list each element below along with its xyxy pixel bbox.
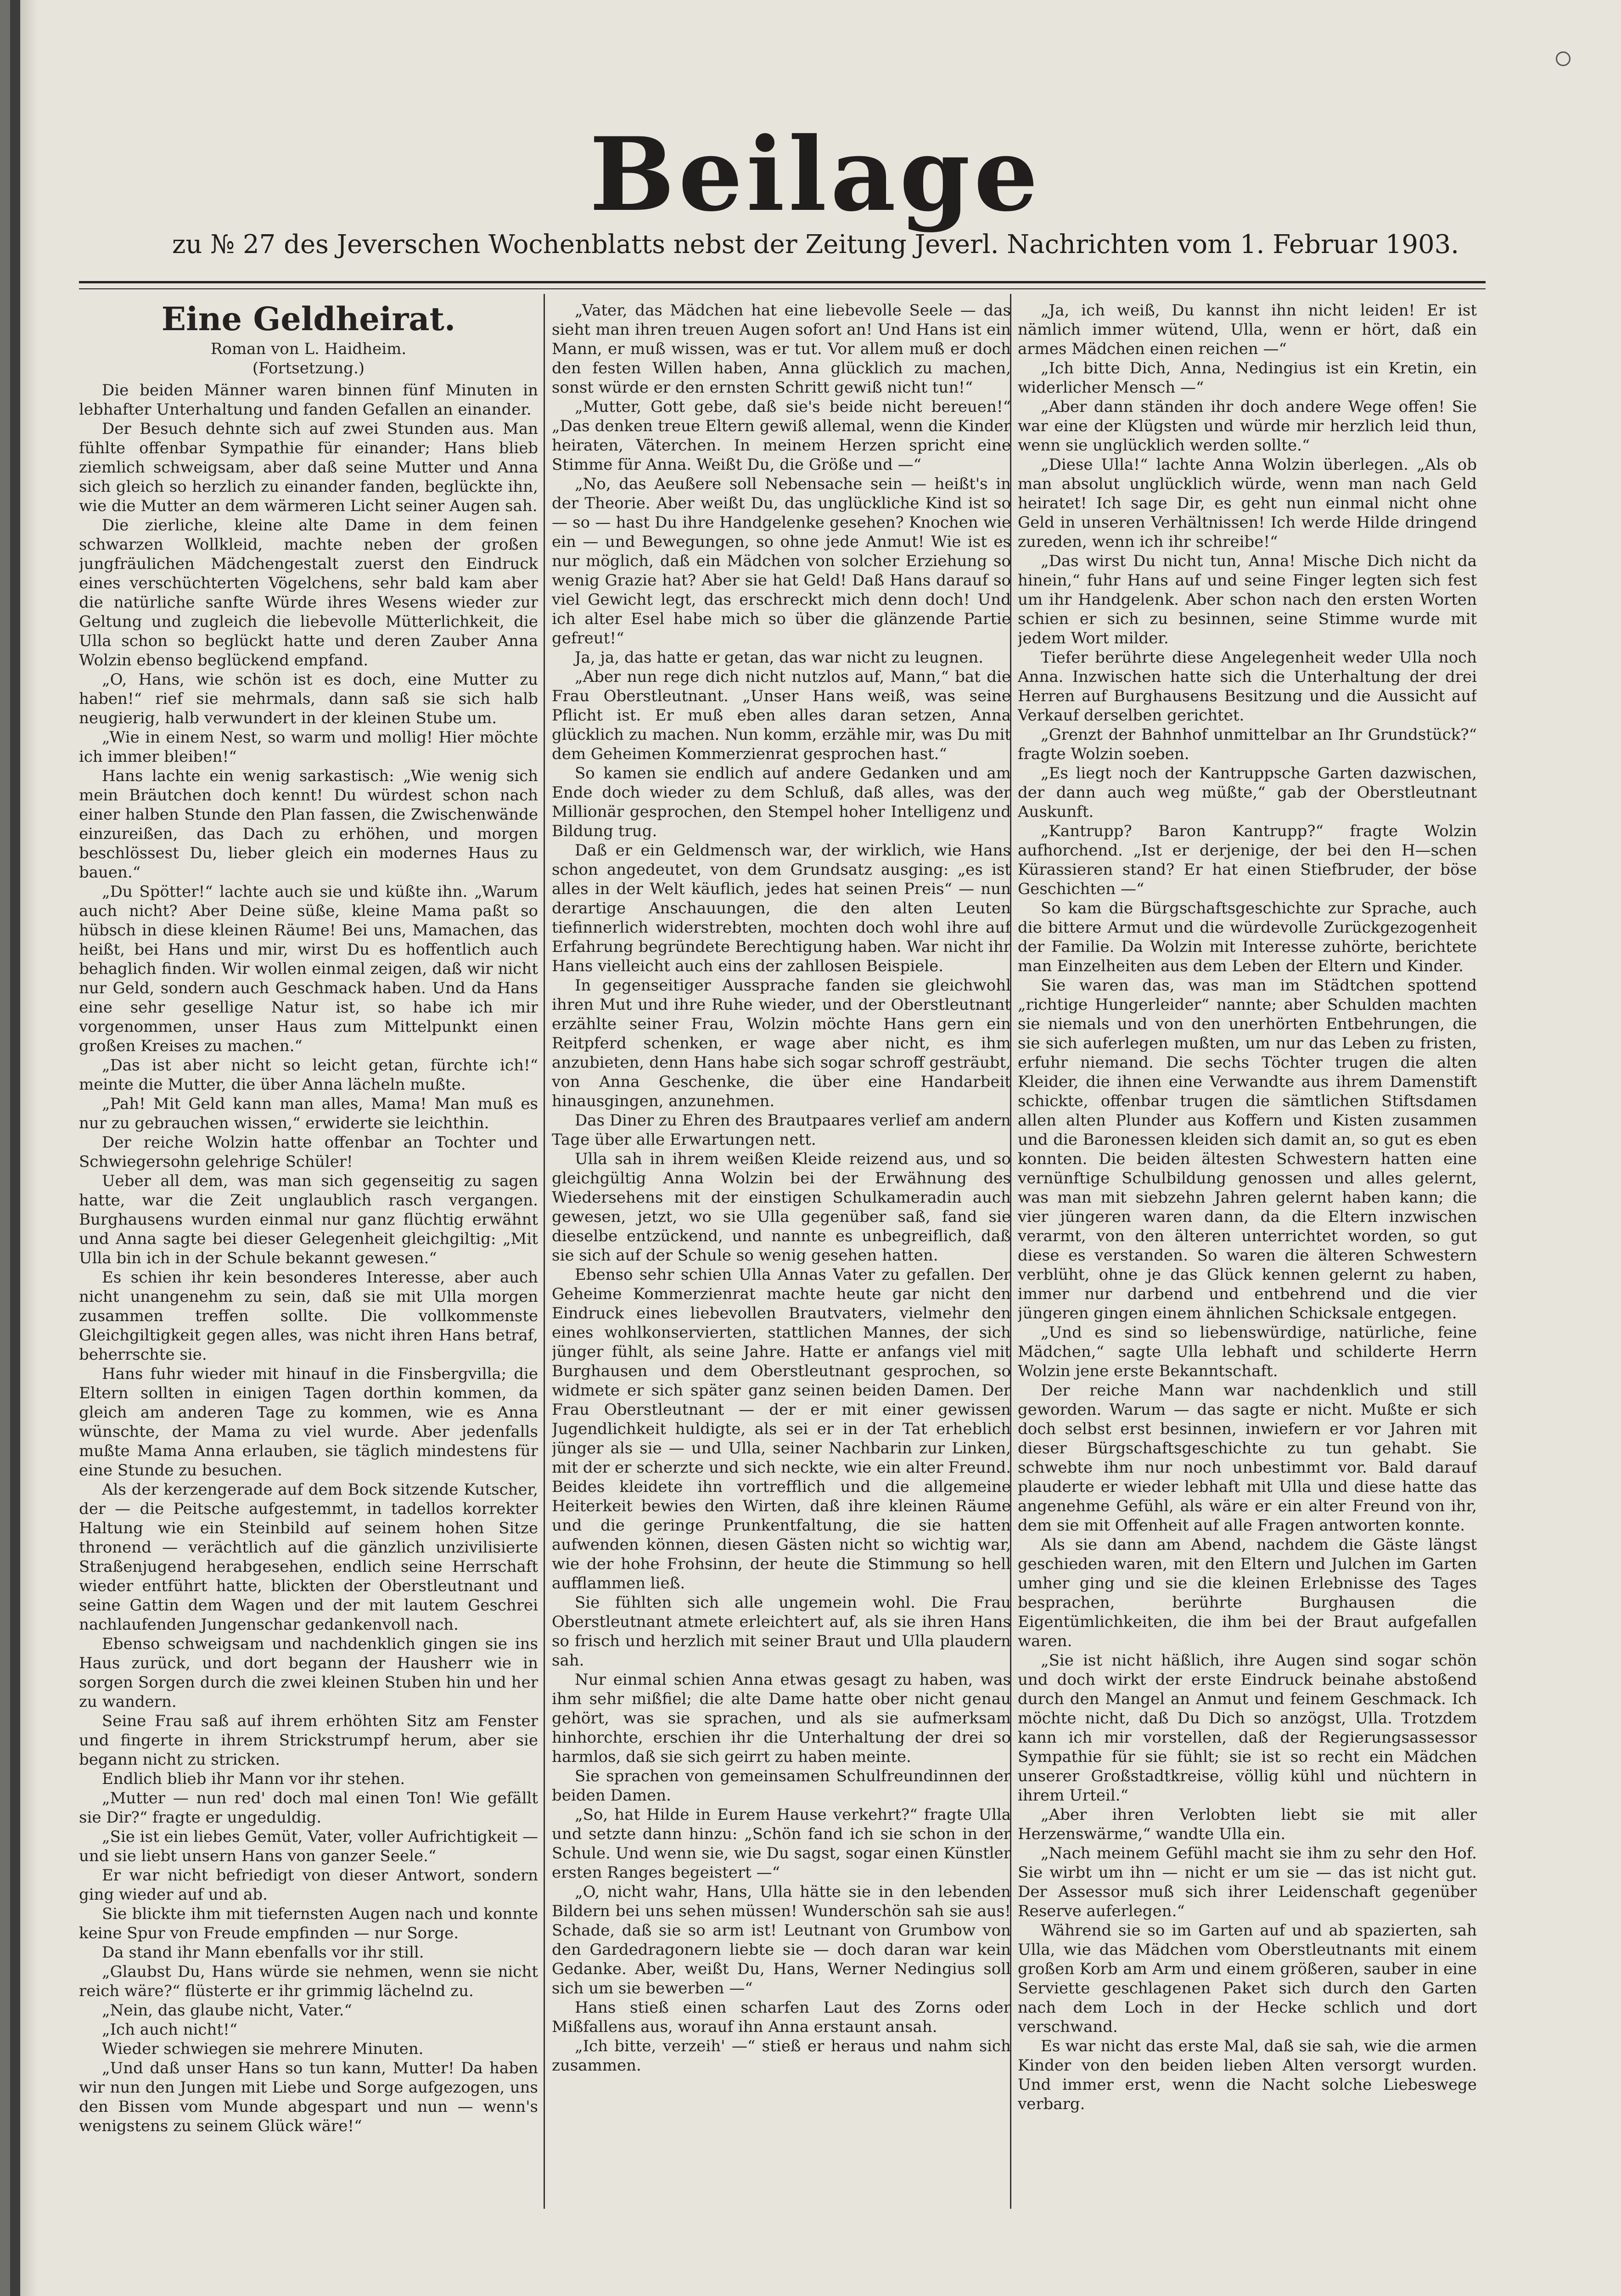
article-paragraph: Hans stieß einen scharfen Laut des Zorns oder Mißfallens aus, worauf ihn Anna erstaunt ansah.	[552, 1998, 1011, 2036]
article-paragraph: „Mutter — nun red' doch mal einen Ton! Wie gefällt sie Dir?“ fragte er ungeduldig.	[79, 1789, 538, 1827]
article-paragraph: Sie fühlten sich alle ungemein wohl. Die Frau Oberstleutnant atmete erleichtert auf, als sie ihren Hans so frisch und herzlich mit seiner Braut und Ulla plaudern sah.	[552, 1593, 1011, 1670]
article-paragraph: „Wie in einem Nest, so warm und mollig! Hier möchte ich immer bleiben!“	[79, 728, 538, 766]
header-rule-thick	[79, 281, 1486, 283]
issue-subtitle: zu № 27 des Jeverschen Wochenblatts nebst der Zeitung Jeverl. Nachrichten vom 1. Februar 1903.	[172, 230, 1459, 259]
article-paragraph: Es schien ihr kein besonderes Interesse, aber auch nicht unangenehm zu sein, daß sie mit Ulla morgen zusammen treffen sollte. Die vollkommenste Gleichgiltigkeit gegen alles, was nicht ihren Hans betraf, beherrschte sie.	[79, 1268, 538, 1364]
header-rule-thin	[79, 288, 1486, 289]
article-paragraph: Daß er ein Geldmensch war, der wirklich, wie Hans schon angedeutet, von dem Grundsatz ausging: „es ist alles in der Welt käuflich, jedes hat seinen Preis“ — nun derartige Anschauungen, die den alten Leuten tiefinnerlich widerstrebten, mochten doch wohl ihre auf Erfahrung begründete Berechtigung haben. War nicht ihr Hans vielleicht auch eins der zahllosen Beispiele.	[552, 841, 1011, 975]
article-paragraph: „No, das Aeußere soll Nebensache sein — heißt's in der Theorie. Aber weißt Du, das unglückliche Kind ist so — so — hast Du ihre Handgelenke gesehen? Knochen wie ein — und Bewegungen, so ohne jede Anmut! Wie ist es nur möglich, daß ein Mädchen von solcher Erziehung so wenig Grazie hat? Aber sie hat Geld! Daß Hans darauf so viel Gewicht legt, das erschreckt mich denn doch! Und ich alter Esel habe mich so über die glänzende Partie gefreut!“	[552, 475, 1011, 647]
newspaper-page	[10, 0, 1621, 2296]
article-paragraph: Der Besuch dehnte sich auf zwei Stunden aus. Man fühlte offenbar Sympathie für einander; Hans blieb ziemlich schweigsam, aber daß seine Mutter und Anna sich gleich so herzlich zu einander fanden, beglückte ihn, wie die Mutter an dem wärmeren Licht seiner Augen sah.	[79, 420, 538, 515]
article-paragraph: Tiefer berührte diese Angelegenheit weder Ulla noch Anna. Inzwischen hatte sich die Unterhaltung der drei Herren auf Burghausens Besitzung und die Aussicht auf Verkauf derselben gerichtet.	[1018, 648, 1477, 725]
article-paragraph: Sie sprachen von gemeinsamen Schulfreundinnen der beiden Damen.	[552, 1767, 1011, 1805]
article-paragraph: Das Diner zu Ehren des Brautpaares verlief am andern Tage über alle Erwartungen nett.	[552, 1111, 1011, 1149]
article-paragraph: Der reiche Mann war nachdenklich und still geworden. Warum — das sagte er nicht. Mußte er sich doch selbst erst besinnen, inwiefern er vor Jahren mit dieser Bürgschaftsgeschichte zu tun gehabt. Sie schwebte ihm nur noch unbestimmt vor. Bald darauf plauderte er wieder lebhaft mit Ulla und diese hatte das angenehme Gefühl, als wäre er ein alter Freund von ihr, dem sie mit Offenheit auf alle Fragen antworten konnte.	[1018, 1381, 1477, 1535]
article-paragraph: „Aber nun rege dich nicht nutzlos auf, Mann,“ bat die Frau Oberstleutnant. „Unser Hans weiß, was seine Pflicht ist. Er muß eben alles daran setzen, Anna glücklich zu machen. Nun komm, erzähle mir, was Du mit dem Geheimen Kommerzienrat gesprochen hast.“	[552, 668, 1011, 763]
masthead: Beilage	[589, 115, 1042, 234]
article-paragraph: „Ich bitte Dich, Anna, Nedingius ist ein Kretin, ein widerlicher Mensch —“	[1018, 359, 1477, 397]
article-paragraph: Da stand ihr Mann ebenfalls vor ihr still.	[102, 1943, 424, 1962]
article-paragraph: Die zierliche, kleine alte Dame in dem feinen schwarzen Wollkleid, machte neben der großen jungfräulichen Mädchengestalt zuerst den Eindruck eines verschüchterten Vögelchens, sehr bald kam aber die natürliche sanfte Würde ihres Wesens wieder zur Geltung und zugleich die liebevolle Mütterlichkeit, die Ulla schon so beglückt hatte und deren Zauber Anna Wolzin ebenso beglückend empfand.	[79, 516, 538, 670]
article-paragraph: Ja, ja, das hatte er getan, das war nicht zu leugnen.	[575, 648, 984, 667]
article-paragraph: Nur einmal schien Anna etwas gesagt zu haben, was ihm sehr mißfiel; die alte Dame hatte ober nicht genau gehört, was sie sprachen, und als sie aufmerksam hinhorchte, erschien ihr die Unterhaltung der drei so harmlos, daß sie sich geirrt zu haben meinte.	[552, 1671, 1011, 1766]
article-paragraph: „Es liegt noch der Kantruppsche Garten dazwischen, der dann auch weg müßte,“ gab der Oberstleutnant Auskunft.	[1018, 764, 1477, 821]
article-paragraph: Der reiche Wolzin hatte offenbar an Tochter und Schwiegersohn gelehrige Schüler!	[79, 1133, 538, 1171]
article-paragraph: Seine Frau saß auf ihrem erhöhten Sitz am Fenster und fingerte in ihrem Strickstrumpf herum, aber sie begann nicht zu stricken.	[79, 1712, 538, 1769]
article-paragraph: „O, Hans, wie schön ist es doch, eine Mutter zu haben!“ rief sie mehrmals, dann saß sie sich halb neugierig, halb verwundert in der kleinen Stube um.	[79, 670, 538, 727]
article-paragraph: So kamen sie endlich auf andere Gedanken und am Ende doch wieder zu dem Schluß, daß alles, was der Millionär gesprochen, den Stempel hoher Intelligenz und Bildung trug.	[552, 764, 1011, 840]
article-paragraph: Es war nicht das erste Mal, daß sie sah, wie die armen Kinder von den beiden lieben Alten versorgt wurden. Und immer erst, wenn die Nacht solche Liebeswege verbarg.	[1018, 2037, 1477, 2113]
column-3	[1018, 301, 1477, 2188]
article-paragraph: „Grenzt der Bahnhof unmittelbar an Ihr Grundstück?“ fragte Wolzin soeben.	[1018, 726, 1477, 763]
article-paragraph: Ulla sah in ihrem weißen Kleide reizend aus, und so gleichgültig Anna Wolzin bei der Erwähnung des Wiedersehens mit der einstigen Schulkameradin auch gewesen, jetzt, wo sie Ulla gegenüber saß, fand sie dieselbe entzückend, und nannte es unbegreiflich, daß sie sich auf der Schule so wenig gesehen hatten.	[552, 1150, 1011, 1265]
article-paragraph: „Aber dann ständen ihr doch andere Wege offen! Sie war eine der Klügsten und würde mir herzlich leid thun, wenn sie unglücklich werden sollte.“	[1018, 398, 1477, 455]
article-paragraph: Als der kerzengerade auf dem Bock sitzende Kutscher, der — die Peitsche aufgestemmt, in tadellos korrekter Haltung wie ein Steinbild auf seinem hohen Sitze thronend — verächtlich auf die gänzlich unzivilisierte Straßenjugend herabgesehen, endlich seine Herrschaft wieder entführt hatte, blickten der Oberstleutnant und seine Gattin dem Wagen und der mit lautem Geschrei nachlaufenden Jungenschar gedankenvoll nach.	[79, 1480, 538, 1634]
article-paragraph: „Und daß unser Hans so tun kann, Mutter! Da haben wir nun den Jungen mit Liebe und Sorge aufgezogen, uns den Bissen vom Munde abgespart und nun — wenn's wenigstens zu seinem Glück wäre!“	[79, 2059, 538, 2135]
article-paragraph: „Mutter, Gott gebe, daß sie's beide nicht bereuen!“ „Das denken treue Eltern gewiß allemal, wenn die Kinder heiraten, Väterchen. In meinem Herzen spricht eine Stimme für Anna. Weißt Du, die Größe und —“	[552, 398, 1011, 474]
article-paragraph: Ebenso sehr schien Ulla Annas Vater zu gefallen. Der Geheime Kommerzienrat machte heute gar nicht den Eindruck eines liebevollen Brautvaters, vielmehr den eines wohlkonservierten, stattlichen Mannes, der sich jünger fühlt, als seine Jahre. Hatte er anfangs viel mit Burghausen und dem Oberstleutnant gesprochen, so widmete er sich später ganz seinen beiden Damen. Der Frau Oberstleutnant — der er mit einer gewissen Jugendlichkeit huldigte, als sei er in der Tat erheblich jünger als sie — und Ulla, seiner Nachbarin zur Linken, mit der er scherzte und sich neckte, wie ein alter Freund. Beides kleidete ihn vortrefflich und die allgemeine Heiterkeit bewies den Wirten, daß ihre kleinen Räume und die geringe Prunkentfaltung, die sie hatten aufwenden können, diesen Gästen nicht so wichtig war, wie der hohe Frohsinn, der heute die Stimmung so hell aufflammen ließ.	[552, 1266, 1011, 1593]
story-continued-note: (Fortsetzung.)	[252, 359, 365, 377]
article-paragraph: Ueber all dem, was man sich gegenseitig zu sagen hatte, war die Zeit unglaublich rasch vergangen. Burghausens wurden einmal nur ganz flüchtig erwähnt und Anna sagte bei dieser Gelegenheit gleichgiltig: „Mit Ulla bin ich in der Schule bekannt gewesen.“	[79, 1172, 538, 1267]
article-paragraph: Ebenso schweigsam und nachdenklich gingen sie ins Haus zurück, und dort begann der Hausherr wie in sorgen Sorgen durch die zwei kleinen Stuben hin und her zu wandern.	[79, 1635, 538, 1711]
story-byline: Roman von L. Haidheim.	[210, 340, 407, 358]
article-paragraph: „Und es sind so liebenswürdige, natürliche, feine Mädchen,“ sagte Ulla lebhaft und schilderte Herrn Wolzin jene erste Bekanntschaft.	[1018, 1323, 1477, 1380]
article-paragraph: „Aber ihren Verlobten liebt sie mit aller Herzenswärme,“ wandte Ulla ein.	[1018, 1806, 1477, 1843]
article-paragraph: „Ich auch nicht!“	[102, 2020, 238, 2039]
article-paragraph: So kam die Bürgschaftsgeschichte zur Sprache, auch die bittere Armut und die würdevolle Zurückgezogenheit der Familie. Da Wolzin mit Interesse zuhörte, berichtete man Einzelheiten aus dem Leben der Eltern und Kinder.	[1018, 899, 1477, 975]
article-paragraph: „Sie ist nicht häßlich, ihre Augen sind sogar schön und doch wirkt der erste Eindruck beinahe abstoßend durch den Mangel an Anmut und feinem Geschmack. Ich möchte nicht, daß Du Dich so anzögst, Ulla. Trotzdem kann ich mir vorstellen, daß der Regierungsassessor Sympathie für sie fühlt; sie ist so recht ein Mädchen unserer Großstadtkreise, völlig kühl und nüchtern in ihrem Urteil.“	[1018, 1651, 1477, 1805]
article-paragraph: „Pah! Mit Geld kann man alles, Mama! Man muß es nur zu gebrauchen wissen,“ erwiderte sie leichthin.	[79, 1095, 538, 1132]
article-paragraph: Als sie dann am Abend, nachdem die Gäste längst geschieden waren, mit den Eltern und Julchen im Garten umher ging und sie die kleinen Erlebnisse des Tages besprachen, berührte Burghausen die Eigentümlichkeiten, die ihm bei der Braut aufgefallen waren.	[1018, 1536, 1477, 1650]
article-paragraph: „Ja, ich weiß, Du kannst ihn nicht leiden! Er ist nämlich immer wütend, Ulla, wenn er hört, daß ein armes Mädchen einen reichen —“	[1018, 301, 1477, 358]
article-paragraph: „Das wirst Du nicht tun, Anna! Mische Dich nicht da hinein,“ fuhr Hans auf und seine Finger legten sich fest um ihr Handgelenk. Aber schon nach den ersten Worten schien er sich zu besinnen, seine Stimme wurde mit jedem Wort milder.	[1018, 552, 1477, 647]
article-paragraph: Hans lachte ein wenig sarkastisch: „Wie wenig sich mein Bräutchen doch kennt! Du würdest schon nach einer halben Stunde den Plan fassen, die Zwischenwände einzureißen, das Dach zu erhöhen, und morgen beschlössest Du, lieber gleich ein modernes Haus zu bauen.“	[79, 767, 538, 882]
article-paragraph: Er war nicht befriedigt von dieser Antwort, sondern ging wieder auf und ab.	[79, 1866, 538, 1904]
article-paragraph: „Nein, das glaube nicht, Vater.“	[102, 2001, 352, 2020]
article-paragraph: Sie blickte ihm mit tiefernsten Augen nach und konnte keine Spur von Freude empfinden — nur Sorge.	[79, 1905, 538, 1942]
article-paragraph: „Nach meinem Gefühl macht sie ihm zu sehr den Hof. Sie wirbt um ihn — nicht er um sie — das ist nicht gut. Der Assessor muß sich ihrer Leidenschaft gegenüber Reserve auferlegen.“	[1018, 1844, 1477, 1920]
page-edge	[10, 0, 20, 2296]
column-2	[552, 301, 1011, 2188]
article-paragraph: „Sie ist ein liebes Gemüt, Vater, voller Aufrichtigkeit — und sie liebt unsern Hans von ganzer Seele.“	[79, 1828, 538, 1865]
article-paragraph: „Ich bitte, verzeih' —“ stieß er heraus und nahm sich zusammen.	[552, 2037, 1011, 2075]
article-paragraph: Sie waren das, was man im Städtchen spottend „richtige Hungerleider“ nannte; aber Schulden machten sie niemals und von den unerhörten Entbehrungen, die sie sich auferlegen mußten, um nur das Leben zu fristen, erfuhr niemand. Die sechs Töchter trugen die alten Kleider, die ihnen eine Verwandte aus ihrem Damenstift schickte, offenbar trugen die sämtlichen Stiftsdamen allen alten Plunder aus Koffern und Kisten zusammen und die Baronessen kleiden sich damit an, so gut es eben konnten. Die beiden ältesten Schwestern hatten eine vernünftige Schulbildung genossen und alles gelernt, was man mit siebzehn Jahren gelernt haben kann; die vier jüngeren waren dann, da die Eltern inzwischen verarmt, von den älteren unterrichtet worden, so gut diese es verstanden. So waren die älteren Schwestern verblüht, ohne je das Glück kennen gelernt zu haben, immer nur darbend und entbehrend und die vier jüngeren gingen einem ähnlichen Schicksale entgegen.	[1018, 976, 1477, 1322]
article-paragraph: „Glaubst Du, Hans würde sie nehmen, wenn sie nicht reich wäre?“ flüsterte er ihr grimmig lächelnd zu.	[79, 1963, 538, 2000]
column-1	[79, 301, 538, 2188]
article-paragraph: „Das ist aber nicht so leicht getan, fürchte ich!“ meinte die Mutter, die über Anna lächeln mußte.	[79, 1056, 538, 1094]
article-paragraph: In gegenseitiger Aussprache fanden sie gleichwohl ihren Mut und ihre Ruhe wieder, und der Oberstleutnant erzählte seiner Frau, Wolzin möchte Hans gern ein Reitpferd schenken, er wage aber nicht, es ihm anzubieten, denn Hans habe sich sogar schroff gesträubt, von Anna Geschenke, die über eine Handarbeit hinausgingen, anzunehmen.	[552, 976, 1011, 1110]
article-paragraph: „Diese Ulla!“ lachte Anna Wolzin überlegen. „Als ob man absolut unglücklich würde, wenn man nach Geld heiratet! Ich sage Dir, es geht nun einmal nicht ohne Geld in unseren Verhältnissen! Ich werde Hilde dringend zureden, wenn ich ihr schreibe!“	[1018, 456, 1477, 551]
article-paragraph: „Du Spötter!“ lachte auch sie und küßte ihn. „Warum auch nicht? Aber Deine süße, kleine Mama paßt so hübsch in diese kleinen Räume! Bei uns, Mamachen, das heißt, bei Hans und mir, wirst Du es hoffentlich auch behaglich finden. Wir wollen einmal zeigen, daß wir nicht nur Geld, sondern auch Geschmack haben. Und da Hans eine sehr gesellige Natur ist, so habe ich mir vorgenommen, unser Haus zum Mittelpunkt einen großen Kreises zu machen.“	[79, 883, 538, 1055]
article-paragraph: „Vater, das Mädchen hat eine liebevolle Seele — das sieht man ihren treuen Augen sofort an! Und Hans ist ein Mann, er muß wissen, was er tut. Vor allem muß er doch den festen Willen haben, Anna glücklich zu machen, sonst würde er den ernsten Schritt gewiß nicht tun!“	[552, 301, 1011, 397]
corner-mark	[1556, 51, 1571, 66]
article-paragraph: „Kantrupp? Baron Kantrupp?“ fragte Wolzin aufhorchend. „Ist er derjenige, der bei den H—schen Kürassieren stand? Er hat einen Stiefbruder, der böse Geschichten —“	[1018, 822, 1477, 898]
article-paragraph: Hans fuhr wieder mit hinauf in die Finsbergvilla; die Eltern sollten in einigen Tagen dorthin kommen, da gleich am anderen Tage zu kommen, wie es Anna wünschte, der Mama zu viel wurde. Aber jedenfalls mußte Mama Anna erlauben, sie täglich mindestens für eine Stunde zu besuchen.	[79, 1365, 538, 1480]
article-paragraph: Während sie so im Garten auf und ab spazierten, sah Ulla, wie das Mädchen vom Oberstleutnants mit einem großen Korb am Arm und einem größeren, sauber in eine Serviette geschlagenen Paket sich durch den Garten nach dem Loch in der Hecke schlich und dort verschwand.	[1018, 1921, 1477, 2036]
story-title: Eine Geldheirat.	[161, 301, 456, 338]
column-divider-1	[544, 294, 545, 2209]
article-paragraph: „So, hat Hilde in Eurem Hause verkehrt?“ fragte Ulla und setzte dann hinzu: „Schön fand ich sie schon in der Schule. Und wenn sie, wie Du sagst, sogar einen Künstler ersten Ranges begeistert —“	[552, 1806, 1011, 1882]
article-paragraph: „O, nicht wahr, Hans, Ulla hätte sie in den lebenden Bildern bei uns sehen müssen! Wunderschön sah sie aus! Schade, daß sie so arm ist! Leutnant von Grumbow von den Gardedragonern liebte sie — doch daran war kein Gedanke. Aber, weißt Du, Hans, Werner Nedingius soll sich um sie bewerben —“	[552, 1883, 1011, 1998]
article-paragraph: Die beiden Männer waren binnen fünf Minuten in lebhafter Unterhaltung und fanden Gefallen an einander.	[79, 381, 538, 419]
article-paragraph: Endlich blieb ihr Mann vor ihr stehen.	[102, 1770, 405, 1788]
article-paragraph: Wieder schwiegen sie mehrere Minuten.	[102, 2040, 424, 2058]
